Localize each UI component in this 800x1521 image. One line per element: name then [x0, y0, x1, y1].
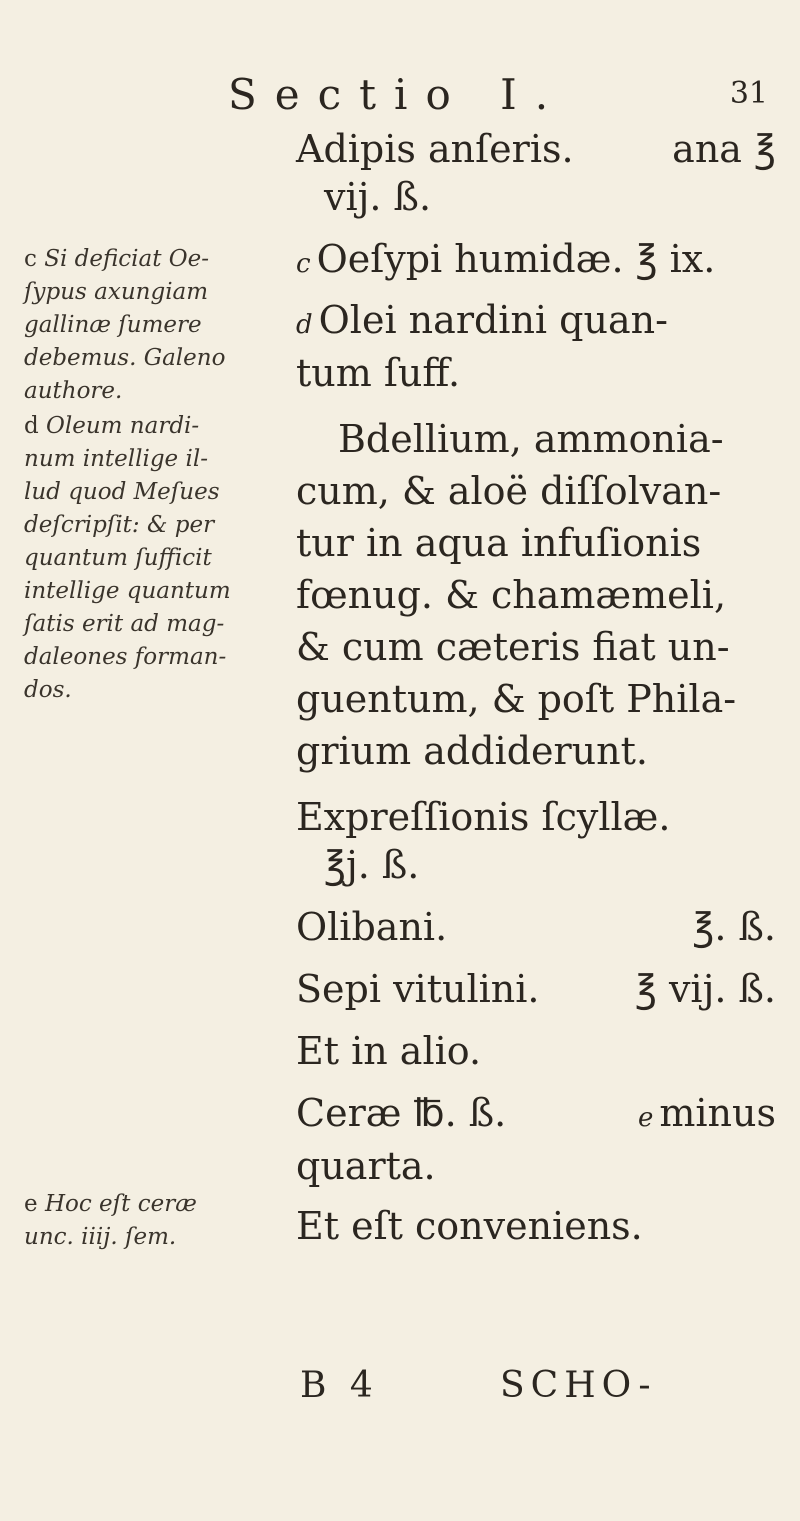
- text-line: quarta.: [296, 1144, 436, 1188]
- text-line: Et in alio.: [296, 1029, 482, 1073]
- margin-note-line: dos.: [24, 677, 72, 703]
- margin-note-line: authore.: [24, 378, 123, 404]
- text-fragment: Oleum nardi-: [46, 413, 200, 439]
- text-fragment: [638, 1089, 776, 1142]
- margin-note-line: intellige quantum: [24, 578, 231, 604]
- margin-note-line: ſypus axungiam: [24, 279, 209, 305]
- text-line: [296, 235, 776, 288]
- margin-note-line: gallinæ ſumere: [24, 312, 202, 338]
- text-fragment: Sepi vitulini.: [296, 967, 540, 1011]
- signature-mark: B 4: [300, 1365, 379, 1406]
- text-fragment: Adipis anſeris.: [296, 127, 574, 171]
- text-line: [296, 965, 776, 1013]
- text-fragment: minus: [659, 1091, 776, 1135]
- margin-note-line: daleones forman-: [24, 644, 227, 670]
- margin-note-line: deſcripſit: & per: [24, 512, 215, 538]
- text-line: cum, & aloë diſſolvan-: [296, 469, 722, 513]
- text-line: [296, 296, 776, 349]
- main-text-column: [296, 125, 776, 1250]
- margin-note-line: num intellige il-: [24, 446, 208, 472]
- text-line: guentum, & poſt Phila-: [296, 677, 737, 721]
- text-fragment: ana ℥: [672, 127, 776, 171]
- text-line: fœnug. & chamæmeli,: [296, 573, 727, 617]
- margin-note-line: lud quod Meſues: [24, 479, 220, 505]
- catchword: SCHO-: [500, 1365, 657, 1406]
- text-fragment: ℥. ß.: [692, 905, 776, 949]
- section-title: Sectio I.: [228, 70, 567, 119]
- text-fragment: Olei nardini quan-: [318, 298, 668, 342]
- text-line: vij. ß.: [324, 175, 432, 219]
- text-fragment: Olibani.: [296, 905, 448, 949]
- margin-note-line: [24, 243, 294, 276]
- margin-note-line: [24, 1188, 294, 1221]
- margin-note-line: [24, 410, 294, 443]
- text-fragment: ℥ vij. ß.: [634, 967, 776, 1011]
- note-marker: d: [296, 310, 313, 340]
- text-fragment: Si deficiat Oe-: [44, 246, 210, 272]
- text-line: grium addiderunt.: [296, 729, 648, 773]
- text-line: Expreſſionis ſcyllæ.: [296, 795, 671, 839]
- margin-note-d: [24, 410, 294, 707]
- note-letter: c: [24, 246, 37, 272]
- page-number: 31: [729, 76, 768, 111]
- margin-note-c: [24, 243, 294, 408]
- note-marker: c: [296, 249, 311, 279]
- text-line: Bdellium, ammonia-: [338, 417, 724, 461]
- text-line: [296, 903, 776, 951]
- text-line: [296, 125, 776, 173]
- text-line: tum ſuff.: [296, 351, 461, 395]
- margin-note-line: unc. iiij. ſem.: [24, 1224, 177, 1250]
- note-letter: d: [24, 413, 39, 439]
- margin-note-line: debemus. Galeno: [24, 345, 226, 371]
- margin-note-line: quantum ſufficit: [24, 545, 212, 571]
- margin-note-line: ſatis erit ad mag-: [24, 611, 225, 637]
- text-line: Et eſt conveniens.: [296, 1204, 643, 1248]
- text-line: tur in aqua infuſionis: [296, 521, 702, 565]
- text-fragment: Hoc eſt ceræ: [44, 1191, 197, 1217]
- note-marker: e: [637, 1103, 654, 1133]
- text-line: & cum cæteris fiat un-: [296, 625, 730, 669]
- running-head: [228, 70, 768, 130]
- text-fragment: Oeſypi humidæ. ℥ ix.: [316, 237, 716, 281]
- text-line: [296, 1089, 776, 1142]
- text-line: ℥j. ß.: [324, 843, 420, 887]
- note-letter: e: [24, 1191, 38, 1217]
- text-fragment: Ceræ ℔. ß.: [296, 1091, 507, 1135]
- margin-note-e: [24, 1188, 294, 1254]
